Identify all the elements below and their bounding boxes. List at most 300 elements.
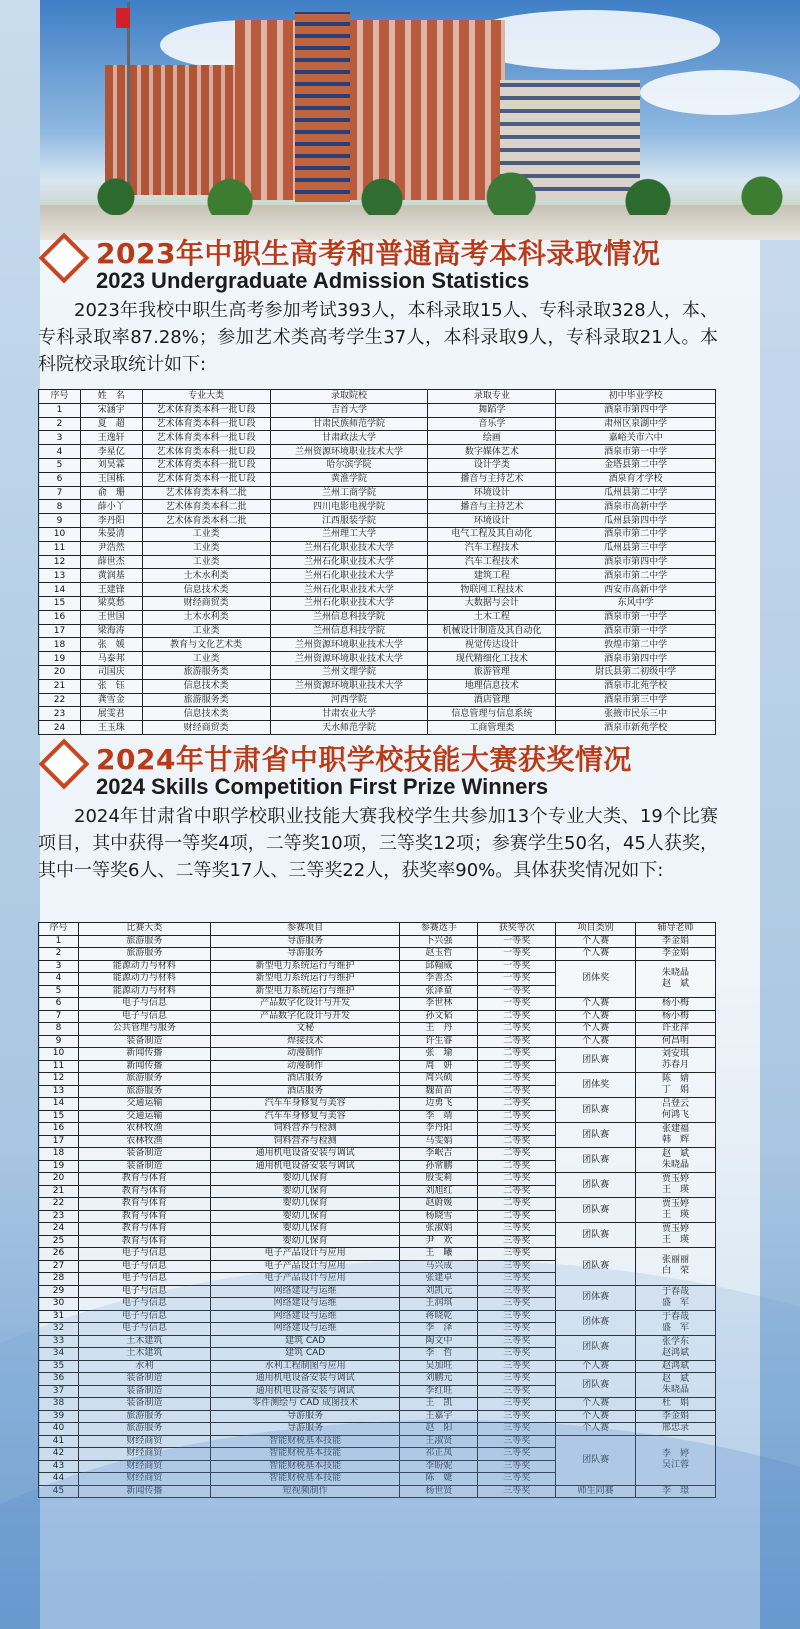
award-cell: 二等奖 (478, 1110, 556, 1123)
player-cell: 王 丹 (400, 1023, 478, 1036)
table-row (39, 486, 716, 500)
category-cell: 财经商贸 (78, 1460, 210, 1473)
category-cell: 教育与体育 (78, 1223, 210, 1236)
table-cell: 大数据与会计 (428, 596, 556, 610)
award-cell: 一等奖 (478, 985, 556, 998)
table-cell: 肃州区泉湖中学 (556, 417, 716, 431)
table-cell: 艺术体育类本科一批Ｕ段 (142, 403, 270, 417)
player-cell: 李丹阳 (400, 1123, 478, 1136)
table-cell: 信息技术类 (142, 707, 270, 721)
table-cell: 王逸轩 (80, 431, 142, 445)
player-cell: 魏苗苗 (400, 1085, 478, 1098)
project-cell: 导游服务 (210, 1410, 400, 1423)
award-cell: 二等奖 (478, 1173, 556, 1186)
table-cell: 兰州石化职业技术大学 (270, 583, 428, 597)
table-cell: 兰州资源环境职业技术大学 (270, 679, 428, 693)
table-cell: 3 (39, 431, 81, 445)
table-cell: 河西学院 (270, 693, 428, 707)
table-cell: 8 (39, 500, 81, 514)
teacher-cell: 许亚萍 (636, 1023, 716, 1036)
award-cell: 三等奖 (478, 1398, 556, 1411)
award-cell: 二等奖 (478, 1198, 556, 1211)
project-cell: 通用机电设备安装与调试 (210, 1385, 400, 1398)
player-cell: 陶文中 (400, 1335, 478, 1348)
row-number: 3 (39, 960, 79, 973)
table-cell: 甘肃政法大学 (270, 431, 428, 445)
category-cell: 公共管理与服务 (78, 1023, 210, 1036)
table-cell: 王世国 (80, 610, 142, 624)
table-cell: 旅游服务类 (142, 665, 270, 679)
column-header: 获奖等次 (478, 923, 556, 936)
table-cell: 司国庆 (80, 665, 142, 679)
table-cell: 酒泉市第一中学 (556, 624, 716, 638)
table-cell: 瓜州县第四中学 (556, 514, 716, 528)
table-cell: 兰州石化职业技术大学 (270, 569, 428, 583)
table-row (39, 624, 716, 638)
project-cell: 婴幼儿保育 (210, 1185, 400, 1198)
column-header: 序号 (39, 390, 81, 404)
player-cell: 马雯娟 (400, 1135, 478, 1148)
table-cell: 汽车工程技术 (428, 541, 556, 555)
table-cell: 艺术体育类本科一批Ｕ段 (142, 417, 270, 431)
project-cell: 酒店服务 (210, 1085, 400, 1098)
type-cell: 个人赛 (556, 948, 636, 961)
table-cell: 兰州理工大学 (270, 527, 428, 541)
table-cell: 19 (39, 652, 81, 666)
project-cell: 汽车车身修复与美容 (210, 1110, 400, 1123)
table-cell: 李星亿 (80, 445, 142, 459)
award-cell: 三等奖 (478, 1473, 556, 1486)
table-cell: 兰州信息科技学院 (270, 624, 428, 638)
table-cell: 尉氏县第二初级中学 (556, 665, 716, 679)
trees (40, 170, 800, 215)
row-number: 34 (39, 1348, 79, 1361)
table-cell: 甘肃农业大学 (270, 707, 428, 721)
table-cell: 四川电影电视学院 (270, 500, 428, 514)
player-cell: 刘鹏元 (400, 1373, 478, 1386)
player-cell: 王嘉宇 (400, 1410, 478, 1423)
table-cell: 工业类 (142, 624, 270, 638)
table-cell: 艺术体育类本科一批Ｕ段 (142, 431, 270, 445)
award-cell: 三等奖 (478, 1310, 556, 1323)
column-header: 辅导老师 (636, 923, 716, 936)
type-cell: 团队赛 (556, 1173, 636, 1198)
project-cell: 汽车车身修复与美容 (210, 1098, 400, 1111)
teacher-cell: 李 婷 吴江蓉 (636, 1435, 716, 1485)
section1-title-en: 2023 Undergraduate Admission Statistics (96, 268, 530, 293)
row-number: 37 (39, 1385, 79, 1398)
type-cell: 团队赛 (556, 1098, 636, 1123)
row-number: 35 (39, 1360, 79, 1373)
award-cell: 二等奖 (478, 1010, 556, 1023)
row-number: 36 (39, 1373, 79, 1386)
project-cell: 动漫制作 (210, 1048, 400, 1061)
category-cell: 土木建筑 (78, 1348, 210, 1361)
player-cell: 杨世贤 (400, 1485, 478, 1498)
row-number: 19 (39, 1160, 79, 1173)
table-row (39, 610, 716, 624)
table-cell: 西安市高新中学 (556, 583, 716, 597)
competition-table-header (39, 923, 716, 936)
table-cell: 24 (39, 721, 81, 735)
table-row (39, 1223, 716, 1236)
project-cell: 建筑 CAD (210, 1348, 400, 1361)
table-cell: 酒泉市新苑学校 (556, 721, 716, 735)
type-cell: 个人赛 (556, 1023, 636, 1036)
category-cell: 电子与信息 (78, 1310, 210, 1323)
column-header: 录取院校 (270, 390, 428, 404)
table-cell: 酒泉市第四中学 (556, 555, 716, 569)
player-cell: 殷雯莉 (400, 1173, 478, 1186)
project-cell: 新型电力系统运行与维护 (210, 973, 400, 986)
table-cell: 地理信息技术 (428, 679, 556, 693)
category-cell: 电子与信息 (78, 998, 210, 1011)
row-number: 41 (39, 1435, 79, 1448)
type-cell: 个人赛 (556, 1410, 636, 1423)
player-cell: 李世林 (400, 998, 478, 1011)
row-number: 26 (39, 1248, 79, 1261)
table-cell: 张 钰 (80, 679, 142, 693)
category-cell: 财经商贸 (78, 1473, 210, 1486)
table-row (39, 1248, 716, 1261)
award-cell: 二等奖 (478, 1135, 556, 1148)
table-row (39, 1023, 716, 1036)
table-cell: 20 (39, 665, 81, 679)
award-cell: 二等奖 (478, 1085, 556, 1098)
project-cell: 文秘 (210, 1023, 400, 1036)
table-cell: 王国栋 (80, 472, 142, 486)
table-cell: 13 (39, 569, 81, 583)
table-row (39, 458, 716, 472)
row-number: 45 (39, 1485, 79, 1498)
table-cell: 4 (39, 445, 81, 459)
teacher-cell: 赵 斌 朱晓晶 (636, 1373, 716, 1398)
player-cell: 张 瑜 (400, 1048, 478, 1061)
column-header: 初中毕业学校 (556, 390, 716, 404)
column-header: 参赛选手 (400, 923, 478, 936)
category-cell: 教育与体育 (78, 1198, 210, 1211)
award-cell: 三等奖 (478, 1460, 556, 1473)
row-number: 30 (39, 1298, 79, 1311)
category-cell: 电子与信息 (78, 1248, 210, 1261)
table-row (39, 679, 716, 693)
table-cell: 23 (39, 707, 81, 721)
project-cell: 动漫制作 (210, 1060, 400, 1073)
table-cell: 张 媛 (80, 638, 142, 652)
table-row (39, 1198, 716, 1211)
player-cell: 李善杰 (400, 973, 478, 986)
table-cell: 酒泉市第一中学 (556, 610, 716, 624)
table-cell: 龚雪金 (80, 693, 142, 707)
player-cell: 李 泽 (400, 1323, 478, 1336)
project-cell: 智能财税基本技能 (210, 1460, 400, 1473)
table-cell: 俞 珊 (80, 486, 142, 500)
award-cell: 三等奖 (478, 1410, 556, 1423)
table-cell: 现代精细化工技术 (428, 652, 556, 666)
category-cell: 电子与信息 (78, 1323, 210, 1336)
player-cell: 周 妍 (400, 1060, 478, 1073)
category-cell: 水利 (78, 1360, 210, 1373)
section1-title-cn: 2023年中职生高考和普通高考本科录取情况 (96, 237, 661, 270)
table-cell: 汽车工程技术 (428, 555, 556, 569)
table-row (39, 555, 716, 569)
table-cell: 黄淮学院 (270, 472, 428, 486)
project-cell: 零件测绘与 CAD 成图技术 (210, 1398, 400, 1411)
table-cell: 土木水利类 (142, 569, 270, 583)
award-cell: 三等奖 (478, 1423, 556, 1436)
table-row (39, 652, 716, 666)
award-cell: 三等奖 (478, 1373, 556, 1386)
table-row (39, 693, 716, 707)
category-cell: 能源动力与材料 (78, 973, 210, 986)
section2-title-cn: 2024年甘肃省中职学校技能大赛获奖情况 (96, 743, 632, 776)
table-cell: 信息技术类 (142, 583, 270, 597)
table-cell: 兰州信息科技学院 (270, 610, 428, 624)
table-cell: 15 (39, 596, 81, 610)
player-cell: 李红旺 (400, 1385, 478, 1398)
column-header: 参赛项目 (210, 923, 400, 936)
award-cell: 二等奖 (478, 1048, 556, 1061)
table-row (39, 514, 716, 528)
row-number: 17 (39, 1135, 79, 1148)
table-cell: 14 (39, 583, 81, 597)
row-number: 44 (39, 1473, 79, 1486)
table-row (39, 665, 716, 679)
flag (116, 8, 130, 28)
player-cell: 王淑贤 (400, 1435, 478, 1448)
section2-header (40, 738, 780, 804)
project-cell: 通用机电设备安装与调试 (210, 1373, 400, 1386)
table-cell: 1 (39, 403, 81, 417)
project-cell: 婴幼儿保育 (210, 1210, 400, 1223)
award-cell: 三等奖 (478, 1248, 556, 1261)
column-header: 录取专业 (428, 390, 556, 404)
type-cell: 个人赛 (556, 998, 636, 1011)
table-cell: 信息技术类 (142, 679, 270, 693)
category-cell: 电子与信息 (78, 1273, 210, 1286)
table-cell: 江西服装学院 (270, 514, 428, 528)
row-number: 42 (39, 1448, 79, 1461)
teacher-cell: 贾玉婷 王 瑛 (636, 1198, 716, 1223)
category-cell: 电子与信息 (78, 1010, 210, 1023)
player-cell: 王 凯 (400, 1398, 478, 1411)
project-cell: 新型电力系统运行与维护 (210, 960, 400, 973)
project-cell: 酒店服务 (210, 1073, 400, 1086)
category-cell: 装备制造 (78, 1035, 210, 1048)
category-cell: 旅游服务 (78, 1073, 210, 1086)
type-cell: 个人赛 (556, 935, 636, 948)
table-row (39, 1098, 716, 1111)
row-number: 33 (39, 1335, 79, 1348)
row-number: 6 (39, 998, 79, 1011)
row-number: 9 (39, 1035, 79, 1048)
table-cell: 李丹阳 (80, 514, 142, 528)
category-cell: 旅游服务 (78, 948, 210, 961)
table-row (39, 638, 716, 652)
table-cell: 音乐学 (428, 417, 556, 431)
player-cell: 孙常鹏 (400, 1160, 478, 1173)
category-cell: 旅游服务 (78, 1085, 210, 1098)
table-cell: 天水师范学院 (270, 721, 428, 735)
row-number: 31 (39, 1310, 79, 1323)
table-cell: 梁海涛 (80, 624, 142, 638)
player-cell: 刘凯元 (400, 1285, 478, 1298)
column-header: 项目类别 (556, 923, 636, 936)
table-row (39, 569, 716, 583)
column-header: 姓 名 (80, 390, 142, 404)
table-cell: 10 (39, 527, 81, 541)
category-cell: 电子与信息 (78, 1298, 210, 1311)
table-row (39, 596, 716, 610)
award-cell: 三等奖 (478, 1360, 556, 1373)
award-cell: 二等奖 (478, 1123, 556, 1136)
type-cell: 团队赛 (556, 1198, 636, 1223)
award-cell: 三等奖 (478, 1448, 556, 1461)
category-cell: 装备制造 (78, 1385, 210, 1398)
teacher-cell: 杨小梅 (636, 1010, 716, 1023)
row-number: 24 (39, 1223, 79, 1236)
row-number: 21 (39, 1185, 79, 1198)
table-cell: 嘉峪关市六中 (556, 431, 716, 445)
type-cell: 团队赛 (556, 1223, 636, 1248)
project-cell: 通用机电设备安装与调试 (210, 1160, 400, 1173)
teacher-cell: 张学东 赵鸿斌 (636, 1335, 716, 1360)
table-cell: 旅游管理 (428, 665, 556, 679)
table-cell: 吉首大学 (270, 403, 428, 417)
table-row (39, 431, 716, 445)
teacher-cell: 贾玉婷 王 瑛 (636, 1223, 716, 1248)
table-row (39, 948, 716, 961)
category-cell: 能源动力与材料 (78, 960, 210, 973)
table-cell: 酒泉市第四中学 (556, 403, 716, 417)
project-cell: 饲料营养与检测 (210, 1135, 400, 1148)
diamond-icon (39, 233, 90, 284)
row-number: 25 (39, 1235, 79, 1248)
player-cell: 李岷吉 (400, 1148, 478, 1161)
project-cell: 新型电力系统运行与维护 (210, 985, 400, 998)
project-cell: 电子产品设计与应用 (210, 1273, 400, 1286)
row-number: 10 (39, 1048, 79, 1061)
award-cell: 三等奖 (478, 1335, 556, 1348)
project-cell: 通用机电设备安装与调试 (210, 1148, 400, 1161)
row-number: 4 (39, 973, 79, 986)
player-cell: 马兴成 (400, 1260, 478, 1273)
project-cell: 产品数字化设计与开发 (210, 1010, 400, 1023)
table-cell: 工商管理类 (428, 721, 556, 735)
award-cell: 二等奖 (478, 1023, 556, 1036)
teacher-cell: 杜 娟 (636, 1398, 716, 1411)
table-cell: 机械设计制造及其自动化 (428, 624, 556, 638)
type-cell: 团体奖 (556, 960, 636, 998)
row-number: 39 (39, 1410, 79, 1423)
category-cell: 旅游服务 (78, 1423, 210, 1436)
project-cell: 网络建设与运维 (210, 1310, 400, 1323)
project-cell: 网络建设与运维 (210, 1323, 400, 1336)
table-cell: 兰州石化职业技术大学 (270, 596, 428, 610)
category-cell: 旅游服务 (78, 935, 210, 948)
table-cell: 9 (39, 514, 81, 528)
player-cell: 许生睿 (400, 1035, 478, 1048)
table-cell: 王玉珠 (80, 721, 142, 735)
type-cell: 团队赛 (556, 1435, 636, 1485)
table-cell: 酒泉市高新中学 (556, 500, 716, 514)
table-row (39, 1035, 716, 1048)
type-cell: 团队赛 (556, 1248, 636, 1286)
project-cell: 智能财税基本技能 (210, 1448, 400, 1461)
teacher-cell: 陈 婧 丁 娟 (636, 1073, 716, 1098)
player-cell: 张建卓 (400, 1273, 478, 1286)
table-cell: 16 (39, 610, 81, 624)
table-cell: 建筑工程 (428, 569, 556, 583)
table-cell: 工业类 (142, 555, 270, 569)
section2-paragraph: 2024年甘肃省中职学校职业技能大赛我校学生共参加13个专业大类、19个比赛项目，其中获得一等奖4项，二等奖10项，三等奖12项；参赛学生50名，45人获奖，其中一等奖6人、二等奖17人、三等奖22人，获奖率90%。具体获奖情况如下: (38, 806, 718, 881)
table-row (39, 1123, 716, 1136)
table-cell: 12 (39, 555, 81, 569)
teacher-cell: 贾玉婷 王 瑛 (636, 1173, 716, 1198)
row-number: 16 (39, 1123, 79, 1136)
table-cell: 敦煌市第二中学 (556, 638, 716, 652)
category-cell: 农林牧渔 (78, 1123, 210, 1136)
teacher-cell: 李金娟 (636, 935, 716, 948)
type-cell: 团队赛 (556, 1373, 636, 1398)
table-cell: 兰州石化职业技术大学 (270, 541, 428, 555)
category-cell: 能源动力与材料 (78, 985, 210, 998)
award-cell: 三等奖 (478, 1435, 556, 1448)
teacher-cell: 杨小梅 (636, 998, 716, 1011)
row-number: 1 (39, 935, 79, 948)
table-cell: 张掖市民乐三中 (556, 707, 716, 721)
award-cell: 三等奖 (478, 1385, 556, 1398)
category-cell: 土木建筑 (78, 1335, 210, 1348)
teacher-cell: 张建福 韩 辉 (636, 1123, 716, 1148)
award-cell: 一等奖 (478, 960, 556, 973)
table-cell: 薛世杰 (80, 555, 142, 569)
table-cell: 工业类 (142, 541, 270, 555)
table-cell: 酒泉市北苑学校 (556, 679, 716, 693)
teacher-cell: 李金娟 (636, 1410, 716, 1423)
player-cell: 孙文韬 (400, 1010, 478, 1023)
table-cell: 东风中学 (556, 596, 716, 610)
table-cell: 播音与主持艺术 (428, 500, 556, 514)
table-cell: 艺术体育类本科二批 (142, 486, 270, 500)
table-cell: 兰州文理学院 (270, 665, 428, 679)
player-cell: 邱翰威 (400, 960, 478, 973)
player-cell: 赵蔚媛 (400, 1198, 478, 1211)
category-cell: 交通运输 (78, 1098, 210, 1111)
type-cell: 个人赛 (556, 1423, 636, 1436)
award-cell: 二等奖 (478, 1148, 556, 1161)
award-cell: 一等奖 (478, 998, 556, 1011)
table-row (39, 403, 716, 417)
column-header: 序号 (39, 923, 79, 936)
type-cell: 团体赛 (556, 1310, 636, 1335)
table-cell: 6 (39, 472, 81, 486)
award-cell: 二等奖 (478, 1160, 556, 1173)
table-cell: 兰州资源环境职业技术大学 (270, 652, 428, 666)
award-cell: 二等奖 (478, 1035, 556, 1048)
table-cell: 酒泉市第一中学 (556, 445, 716, 459)
section1-paragraph: 2023年我校中职生高考参加考试393人，本科录取15人、专科录取328人，本、专科录取率87.28%；参加艺术类高考学生37人，本科录取9人，专科录取21人。本科院校录取统计如下: (38, 300, 718, 375)
row-number: 29 (39, 1285, 79, 1298)
table-row (39, 583, 716, 597)
table-row (39, 1148, 716, 1161)
table-cell: 22 (39, 693, 81, 707)
table-row (39, 935, 716, 948)
table-cell: 甘肃民族师范学院 (270, 417, 428, 431)
campus-photo-banner (40, 0, 800, 240)
teacher-cell: 刘安琪 苏春月 (636, 1048, 716, 1073)
column-header: 专业大类 (142, 390, 270, 404)
